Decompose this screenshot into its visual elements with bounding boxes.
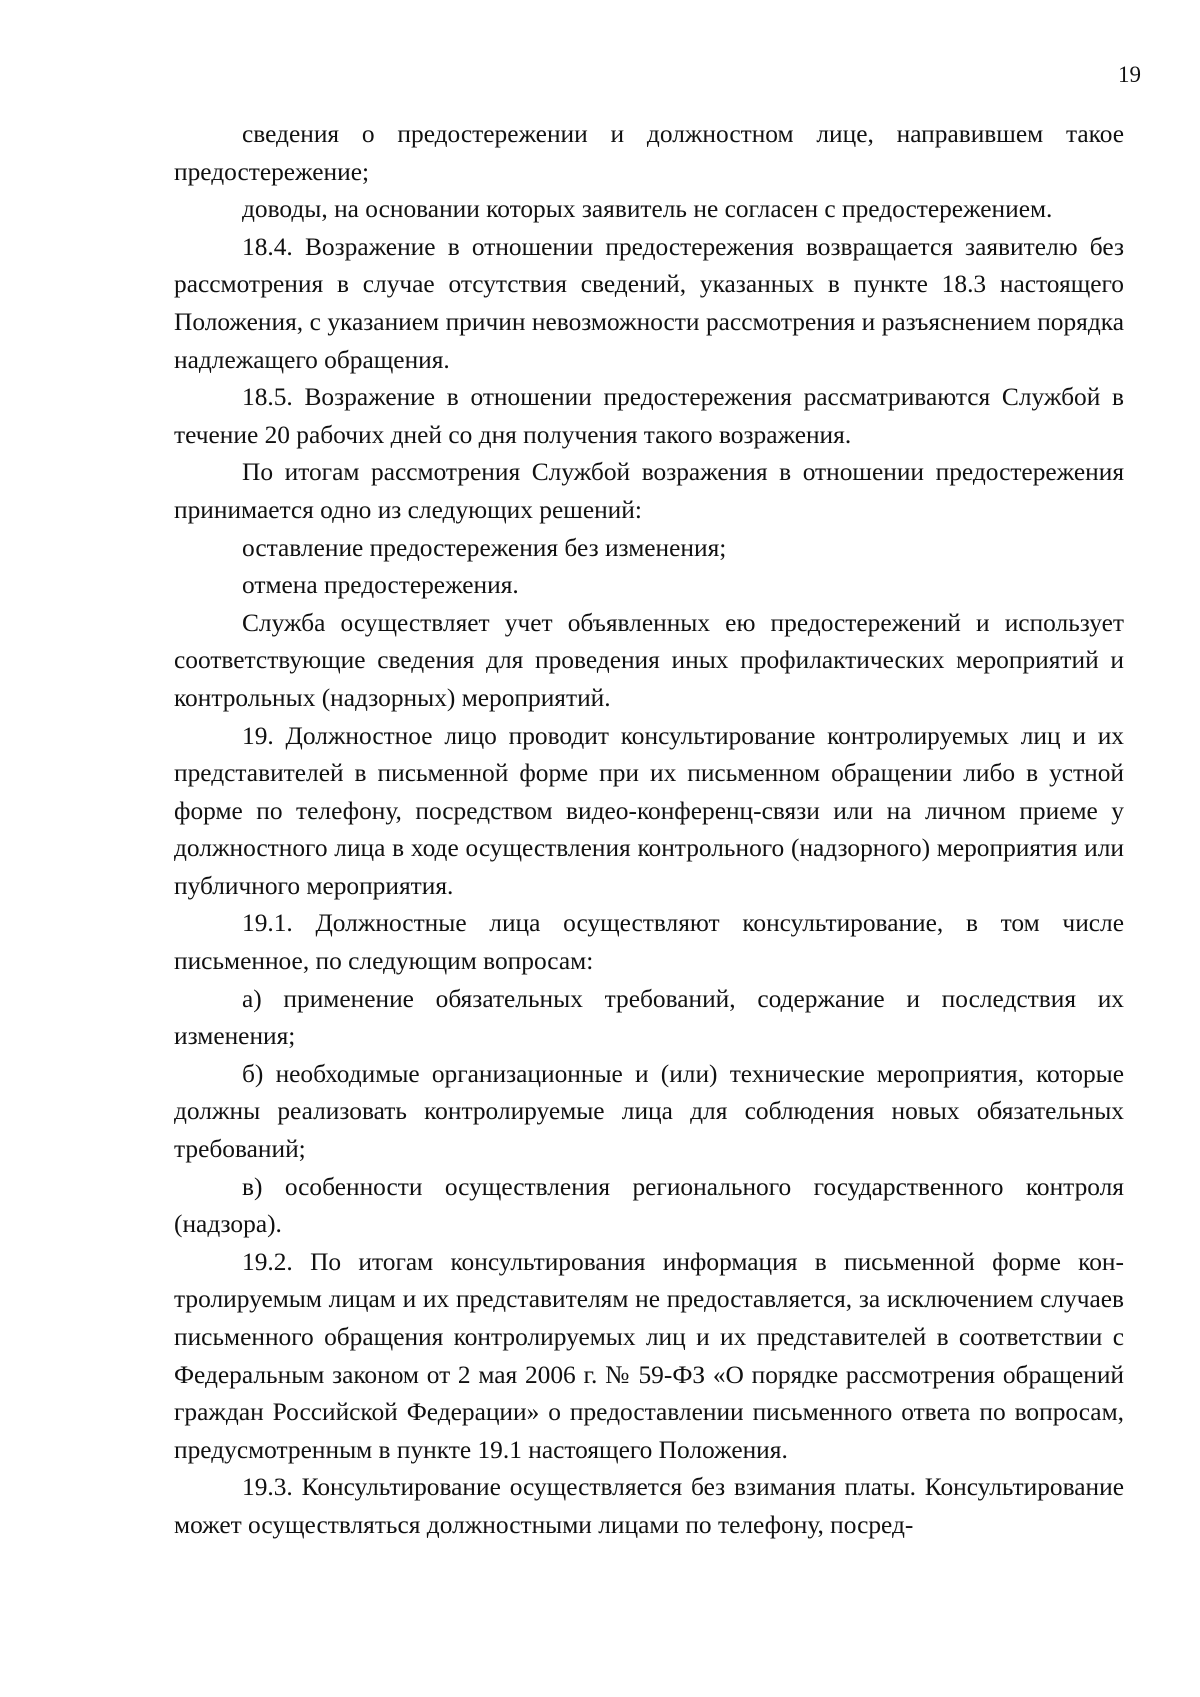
paragraph-19-1-c: в) особенности осуществления регионального государственного контроля (надзора). bbox=[174, 1172, 1124, 1239]
paragraph-19: 19. Должностное лицо проводит консультирование контролируемых лиц и их представителей в письменной форме при их письменном обращении либо в устной форме по телефону, посредством видео-конференц-связи или на личном приеме у должностного лица в ходе осуществления контрольного (надзорного) мероприятия или публичного мероприятия. bbox=[174, 721, 1124, 900]
paragraph-18-4: 18.4. Возражение в отношении предостережения возвращается заявителю без рассмотрения в случае отсутствия сведений, указанных в пункте 18.3 настоящего Положения, с указанием причин невозможности рассмотрения и разъяснением порядка надлежащего обращения. bbox=[174, 232, 1124, 374]
paragraph-decision-cancel: отмена предостережения. bbox=[242, 571, 519, 600]
paragraph-arguments: доводы, на основании которых заявитель не согласен с предостережением. bbox=[242, 195, 1053, 224]
page-number: 19 bbox=[1118, 62, 1141, 87]
document-body bbox=[174, 116, 1124, 1545]
paragraph-notice-info: сведения о предостережении и должностном лице, направившем такое предостережение; bbox=[174, 120, 1124, 186]
paragraph-19-2: 19.2. По итогам консультирования информация в письменной форме контролируемым лицам и их представителям не предоставляется, за исключением случаев письменного обращения контролируемых лиц и их представителей в соответствии с Федеральным законом от 2 мая 2006 г. № 59-ФЗ «О порядке рассмотрения обращений граждан Российской Федерации» о предоставлении письменного ответа по вопросам, предусмотренным в пункте 19.1 настоящего Положения. bbox=[174, 1247, 1124, 1464]
paragraph-18-5: 18.5. Возражение в отношении предостережения рассматриваются Службой в течение 20 рабочих дней со дня получения такого возражения. bbox=[174, 383, 1124, 449]
paragraph-19-3: 19.3. Консультирование осуществляется без взимания платы. Консультирование может осуществляться должностными лицами по телефону, посред- bbox=[174, 1473, 1124, 1539]
paragraph-19-1: 19.1. Должностные лица осуществляют консультирование, в том числе письменное, по следующим вопросам: bbox=[174, 909, 1124, 976]
paragraph-19-1-a: а) применение обязательных требований, содержание и последствия их изменения; bbox=[174, 984, 1124, 1051]
paragraph-decision-keep: оставление предостережения без изменения; bbox=[242, 533, 727, 562]
paragraph-service-accounting: Служба осуществляет учет объявленных ею предостережений и использует соответствующие сведения для проведения иных профилактических мероприятий и контрольных (надзорных) мероприятий. bbox=[174, 608, 1124, 712]
paragraph-19-1-b: б) необходимые организационные и (или) технические мероприятия, которые должны реализовать контролируемые лица для соблюдения новых обязательных требований; bbox=[174, 1059, 1124, 1164]
paragraph-review-results: По итогам рассмотрения Службой возражения в отношении предостережения принимается одно из следующих решений: bbox=[174, 458, 1124, 524]
